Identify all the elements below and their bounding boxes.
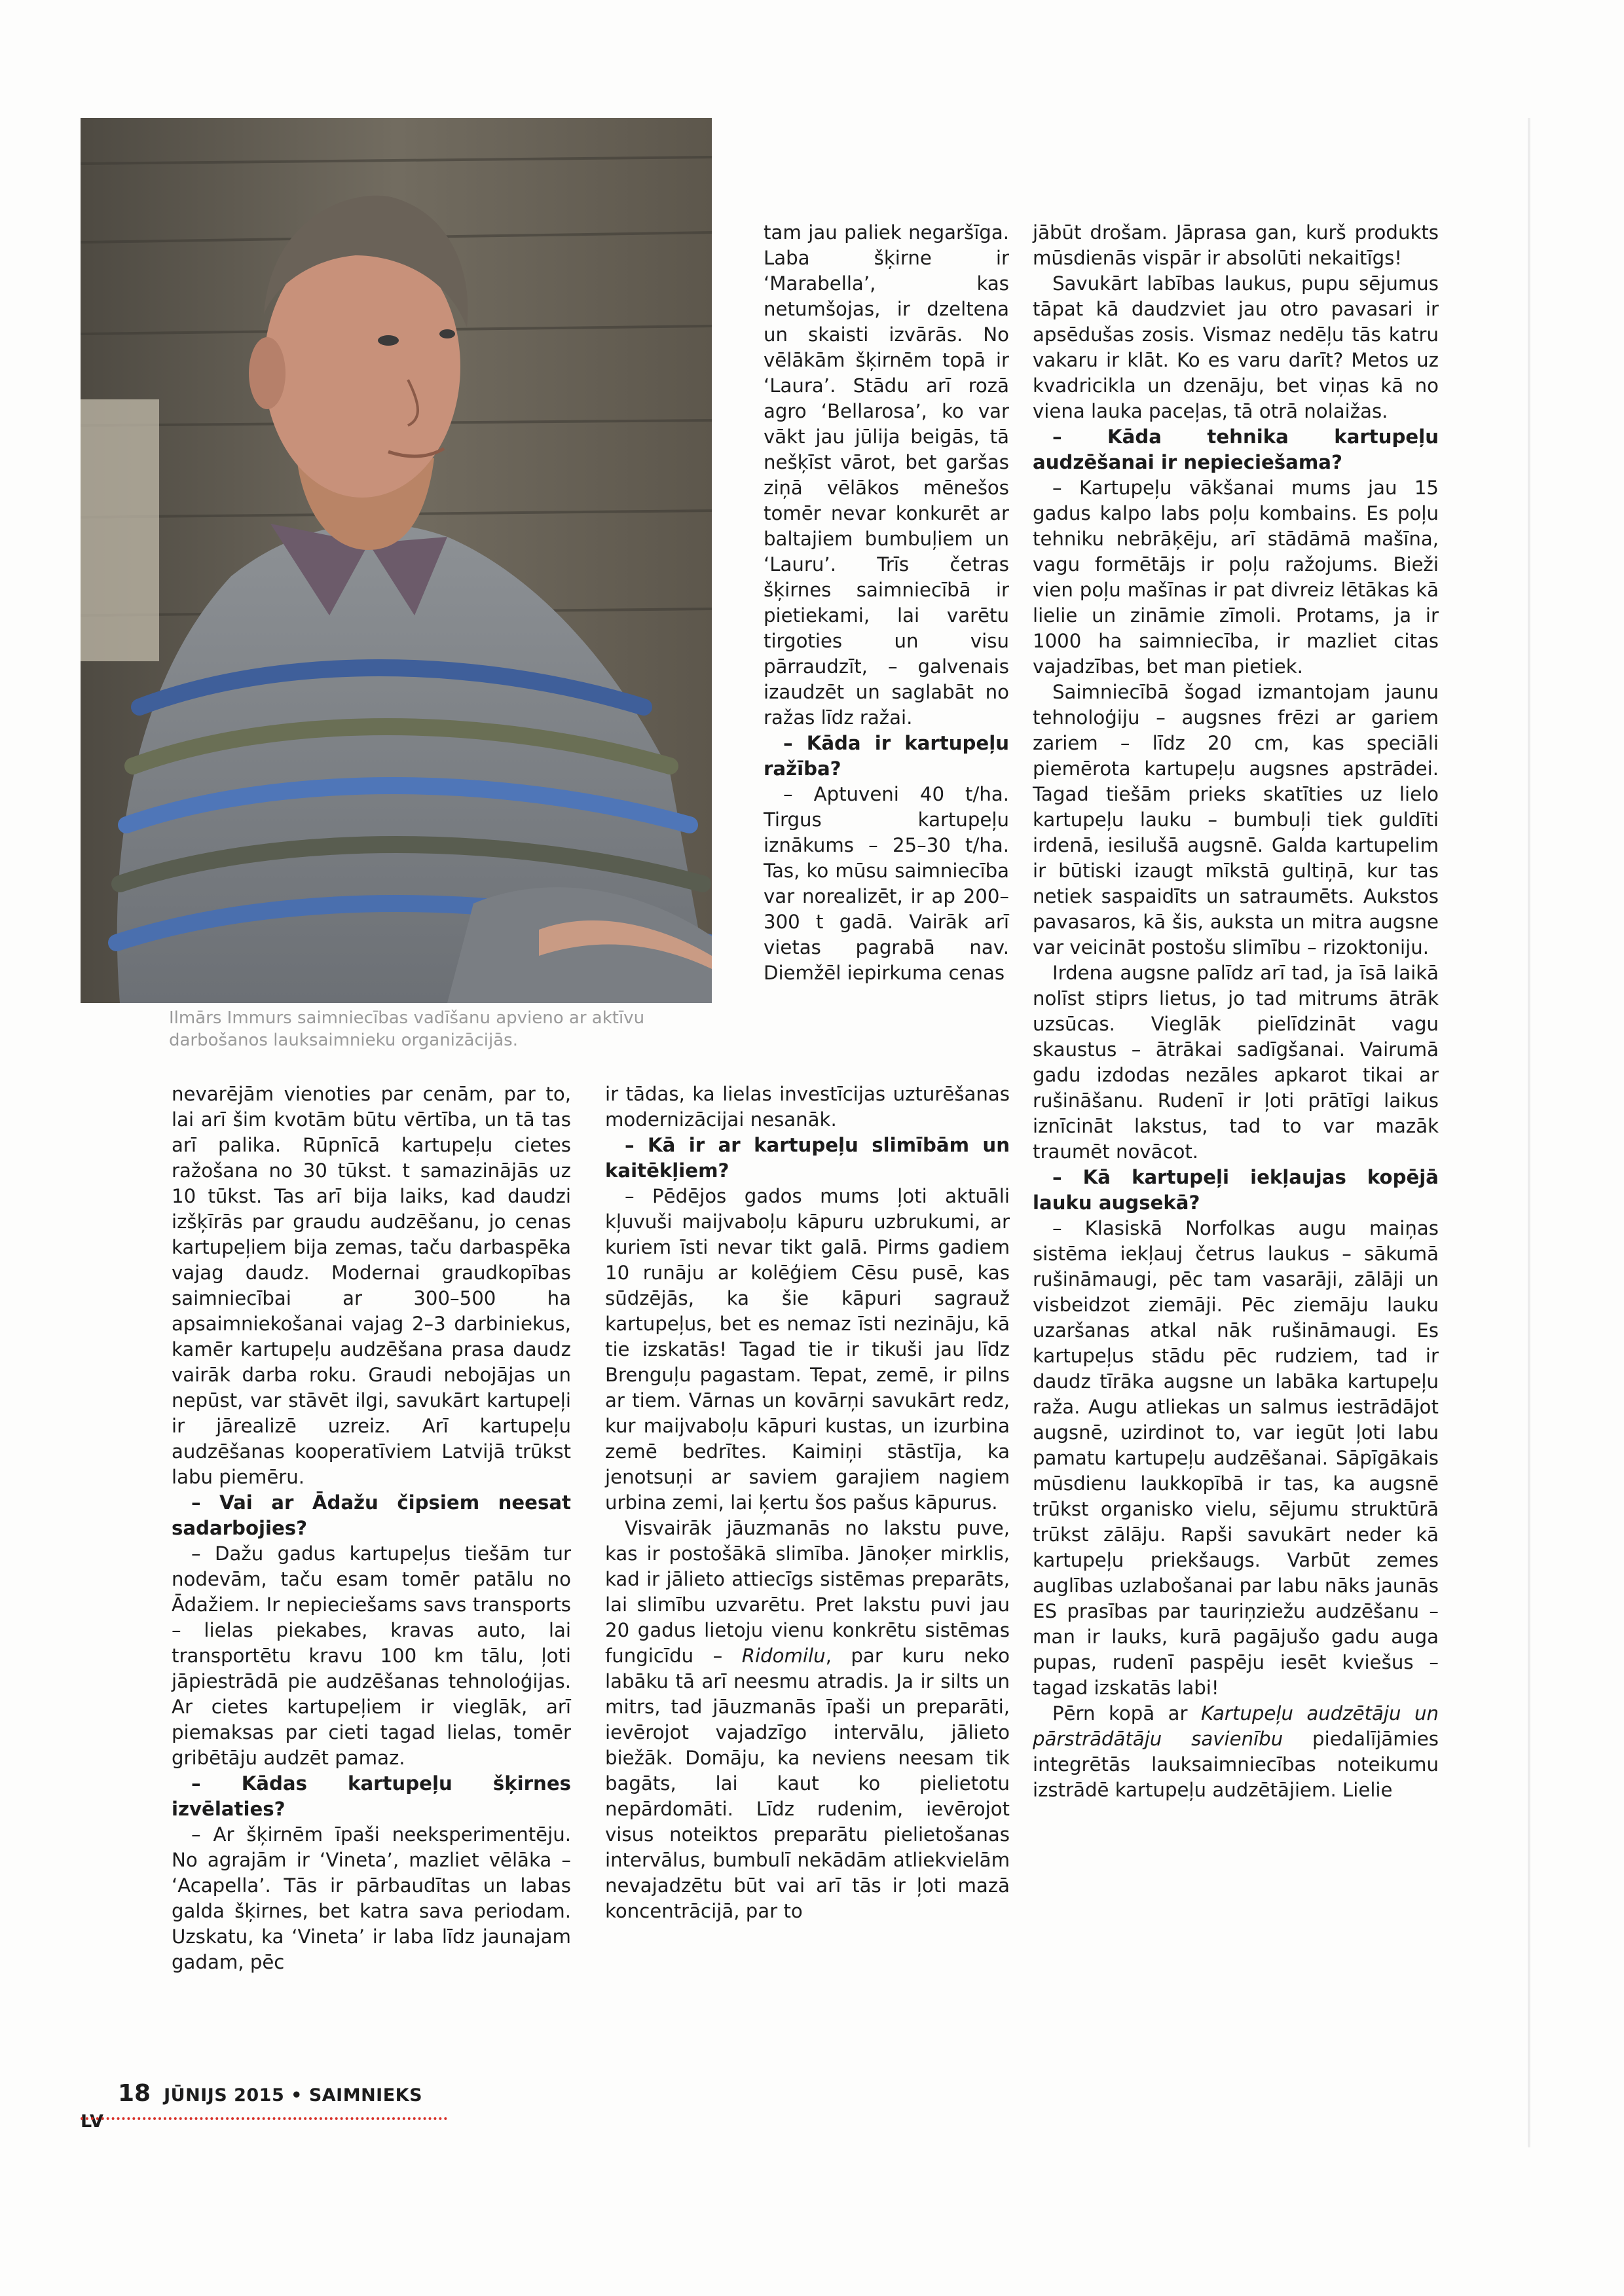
paragraph-text: – Kāda tehnika kartupeļu audzēšanai ir nepieciešama?: [1033, 426, 1439, 473]
paragraph-text: , par kuru neko labāku tā arī neesmu atradis. Ja ir silts un mitrs, tad jāuzmanās īpaši un preparāti, ievērojot vajadzīgo intervālu, jālieto biežāk. Domāju, ka neviens neesam tik bagāts, lai kaut ko pielietotu nepārdomāti. Līdz rudenim, ievērojot visus noteiktos preparātu pielietošanas intervālus, bumbulī nekādām atliekvielām nevajadzētu būt vai arī tās ir ļoti mazā koncentrācijā, par to: [605, 1645, 1010, 1922]
italic-term: Ridomilu: [741, 1645, 826, 1667]
page-edge: [1528, 118, 1530, 2147]
paragraph-text: piedalījāmies integrētās lauksaimniecības noteikumu izstrādē kartupeļu audzētājiem. Lielie: [1033, 1728, 1439, 1801]
paragraph-text: Irdena augsne palīdz arī tad, ja īsā laikā nolīst stiprs lietus, jo tad mitrums ātrāk uzsūcas. Vieglāk pielīdzināt vagu skaustus – ātrākai sadīgšanai. Vairumā gadu izdodas nezāles apkarot tikai ar rušināšanu. Rudenī ir ļoti prātīgi laikus iznīcināt lakstus, tad to var mazāk traumēt novācot.: [1033, 962, 1439, 1163]
article-paragraph: [1033, 271, 1439, 424]
article-paragraph: [605, 1516, 1010, 1924]
paragraph-text: – Dažu gadus kartupeļus tiešām tur nodevām, taču esam tomēr patālu no Ādažiem. Ir nepieciešams savs transports – lielas piekabes, kravas auto, lai transportētu kravu 100 km tālu, ļoti jāpiestrādā pie audzēšanas tehnoloģijas. Ar cietes kartupeļiem ir vieglāk, arī piemaksas par cieti tagad lielas, tomēr gribētāju audzēt pamaz.: [172, 1542, 571, 1769]
article-paragraph: [764, 220, 1009, 731]
article-paragraph: [1033, 960, 1439, 1165]
article-paragraph: [605, 1082, 1010, 1133]
interview-question: [1033, 1165, 1439, 1216]
interview-question: [1033, 424, 1439, 475]
paragraph-text: – Vai ar Ādažu čipsiem neesat sadarbojies?: [172, 1491, 571, 1539]
article-column-1: [172, 1082, 571, 1975]
italic-term: Kartupeļu audzētāju un pārstrādātāju savienību: [1033, 1702, 1439, 1750]
paragraph-text: – Ar šķirnēm īpaši neeksperimentēju. No agrajām ir ‘Vineta’, mazliet vēlāka – ‘Acapella’. Tās ir pārbaudītas un labas galda šķirnes, bet katra sava periodam. Uzskatu, ka ‘Vineta’ ir laba līdz jaunajam gadam, pēc: [172, 1823, 571, 1973]
article-paragraph: [764, 782, 1009, 986]
article-paragraph: [1033, 1701, 1439, 1803]
paragraph-text: tam jau paliek negaršīga. Laba šķirne ir ‘Marabella’, kas netumšojas, ir dzeltena un skaisti izvārās. No vēlākām šķirnēm topā ir ‘Laura’. Stādu arī rozā agro ‘Bellarosa’, ko var vākt jau jūlija beigās, tā nešķīst vārot, bet garšas ziņā vēlākos mēnešos tomēr nevar konkurēt ar baltajiem bumbuļiem un ‘Lauru’. Trīs četras šķirnes saimniecībā ir pietiekami, lai varētu tirgoties un visu pārraudzīt, – galvenais izaudzēt un saglabāt no ražas līdz ražai.: [764, 221, 1009, 729]
page-number: 18: [118, 2080, 151, 2107]
article-paragraph: [172, 1822, 571, 1975]
interview-question: [605, 1133, 1010, 1184]
photo-caption: Ilmārs Immurs saimniecības vadīšanu apvieno ar aktīvu darbošanos lauksaimnieku organizācijās.: [169, 1008, 645, 1050]
article-paragraph: [172, 1541, 571, 1771]
page-footer: [81, 2080, 447, 2132]
portrait-photo: [81, 118, 712, 1003]
article-column-2-bottom: [605, 1082, 1010, 1924]
article-paragraph: [1033, 220, 1439, 271]
article-paragraph: [605, 1184, 1010, 1516]
paragraph-text: Saimniecībā šogad izmantojam jaunu tehnoloģiju – augsnes frēzi ar gariem zariem – līdz 20 cm, kas speciāli piemērota kartupeļu augsnes apstrādei. Tagad tiešām prieks skatīties uz lielo kartupeļu lauku – bumbuļi tiek guldīti irdenā, iesilušā augsnē. Galda kartupelim ir būtiski izaugt mīkstā gultiņā, kur tas netiek saspaidīts un satraumēts. Aukstos pavasaros, kā šis, auksta un mitra augsne var veicināt postošu slimību – rizoktoniju.: [1033, 681, 1439, 958]
paragraph-text: – Kā ir ar kartupeļu slimībām un kaitēkļiem?: [605, 1134, 1010, 1182]
paragraph-text: – Kādas kartupeļu šķirnes izvēlaties?: [172, 1772, 571, 1820]
interview-question: [172, 1771, 571, 1822]
paragraph-text: – Kartupeļu vākšanai mums jau 15 gadus kalpo labs poļu kombains. Es poļu tehniku nebrāķēju, arī stādāmā mašīna, vagu formētājs ir poļu ražojums. Bieži vien poļu mašīnas ir pat divreiz lētākas kā lielie un zināmie zīmoli. Protams, ja ir 1000 ha saimniecība, ir mazliet citas vajadzības, bet man pietiek.: [1033, 477, 1439, 678]
paragraph-text: nevarējām vienoties par cenām, par to, lai arī šim kvotām būtu vērtība, un tā tas arī palika. Rūpnīcā kartupeļu cietes ražošana no 30 tūkst. t samazinājās uz 10 tūkst. Tas arī bija laiks, kad daudzi izšķīrās par graudu audzēšanu, jo cenas kartupeļiem bija zemas, taču darbaspēka vajag daudz. Modernai graudkopības saimniecībai ar 300–500 ha apsaimniekošanai vajag 2–3 darbiniekus, kamēr kartupeļu audzēšana prasa daudz vairāk darba roku. Graudi nebojājas un nepūst, var stāvēt ilgi, savukārt kartupeļi ir jārealizē uzreiz. Arī kartupeļu audzēšanas kooperatīviem Latvijā trūkst labu piemēru.: [172, 1083, 571, 1488]
paragraph-text: Savukārt labības laukus, pupu sējumus tāpat kā daudzviet jau otro pavasari ir apsēdušas zosis. Vismaz nedēļu tās katru vakaru ir klāt. Ko es varu darīt? Metos uz kvadricikla un dzenāju, bet viņas kā no viena lauka paceļas, tā otrā nolaižas.: [1033, 272, 1439, 422]
article-paragraph: [1033, 475, 1439, 680]
paragraph-text: – Kāda ir kartupeļu ražība?: [764, 732, 1009, 780]
article-column-3: [1033, 220, 1439, 1803]
paragraph-text: jābūt drošam. Jāprasa gan, kurš produkts mūsdienās vispār ir absolūti nekaitīgs!: [1033, 221, 1439, 269]
article-paragraph: [172, 1082, 571, 1490]
paragraph-text: – Aptuveni 40 t/ha. Tirgus kartupeļu iznākums – 25–30 t/ha. Tas, ko mūsu saimniecība var norealizēt, ir ap 200–300 t gadā. Vairāk arī vietas pagrabā nav. Diemžēl iepirkuma cenas: [764, 783, 1009, 984]
paragraph-text: Visvairāk jāuzmanās no lakstu puve, kas ir postošākā slimība. Jānoķer mirklis, kad ir jālieto attiecīgs sistēmas preparāts, lai slimību uzvarētu. Pret lakstu puvi jau 20 gadus lietoju vienu konkrētu sistēmas fungicīdu –: [605, 1517, 1010, 1667]
article-paragraph: [1033, 680, 1439, 960]
interview-question: [764, 731, 1009, 782]
interview-question: [172, 1490, 571, 1541]
article-paragraph: [1033, 1216, 1439, 1701]
paragraph-text: – Kā kartupeļi iekļaujas kopējā lauku augsekā?: [1033, 1166, 1439, 1214]
footer-dotted-rule: [81, 2117, 447, 2120]
article-column-2-top: [764, 220, 1009, 986]
footer-publication: JŪNIJS 2015 • SAIMNIEKS LV: [81, 2085, 423, 2132]
paragraph-text: – Klasiskā Norfolkas augu maiņas sistēma iekļauj četrus laukus – sākumā rušināmaugi, pēc tam vasarāji, zālāji un visbeidzot ziemāji. Pēc ziemāju lauku uzaršanas atkal nāk rušināmaugi. Es kartupeļus stādu pēc rudziem, tad ir daudz tīrāka augsne un labāka kartupeļu raža. Augu atliekas un salmus iestrādājot augsnē, uzirdinot to, var iegūt ļoti labu pamatu kartupeļu audzēšanai. Sāpīgākais mūsdienu laukkopībā ir tas, ka augsnē trūkst organisko vielu, sējumu struktūrā trūkst zālāju. Rapši savukārt neder kā kartupeļu priekšaugs. Varbūt zemes auglības uzlabošanai par labu nāks jaunās ES prasības par tauriņziežu audzēšanu – man ir lauks, kurā pagājušo gadu auga pupas, rudenī paspēju iesēt kviešus – tagad izskatās labi!: [1033, 1217, 1439, 1699]
paragraph-text: Pērn kopā ar: [1052, 1702, 1201, 1724]
paragraph-text: ir tādas, ka lielas investīcijas uzturēšanas modernizācijai nesanāk.: [605, 1083, 1010, 1131]
paragraph-text: – Pēdējos gados mums ļoti aktuāli kļuvuši maijvaboļu kāpuru uzbrukumi, ar kuriem īsti nevar tikt galā. Pirms gadiem 10 runāju ar kolēģiem Cēsu pusē, kas sūdzējās, ka šie kāpuri sagrauž kartupeļus, bet es nemaz īsti nezināju, kā tie izskatās! Tagad tie ir tikuši jau līdz Brenguļu pagastam. Tepat, zemē, ir pilns ar tiem. Vārnas un kovārņi savukārt redz, kur maijvaboļu kāpuri kustas, un izurbina zemē bedrītes. Kaimiņi stāstīja, ka jenotsuņi ar saviem garajiem nagiem urbina zemi, lai ķertu šos pašus kāpurus.: [605, 1185, 1010, 1514]
